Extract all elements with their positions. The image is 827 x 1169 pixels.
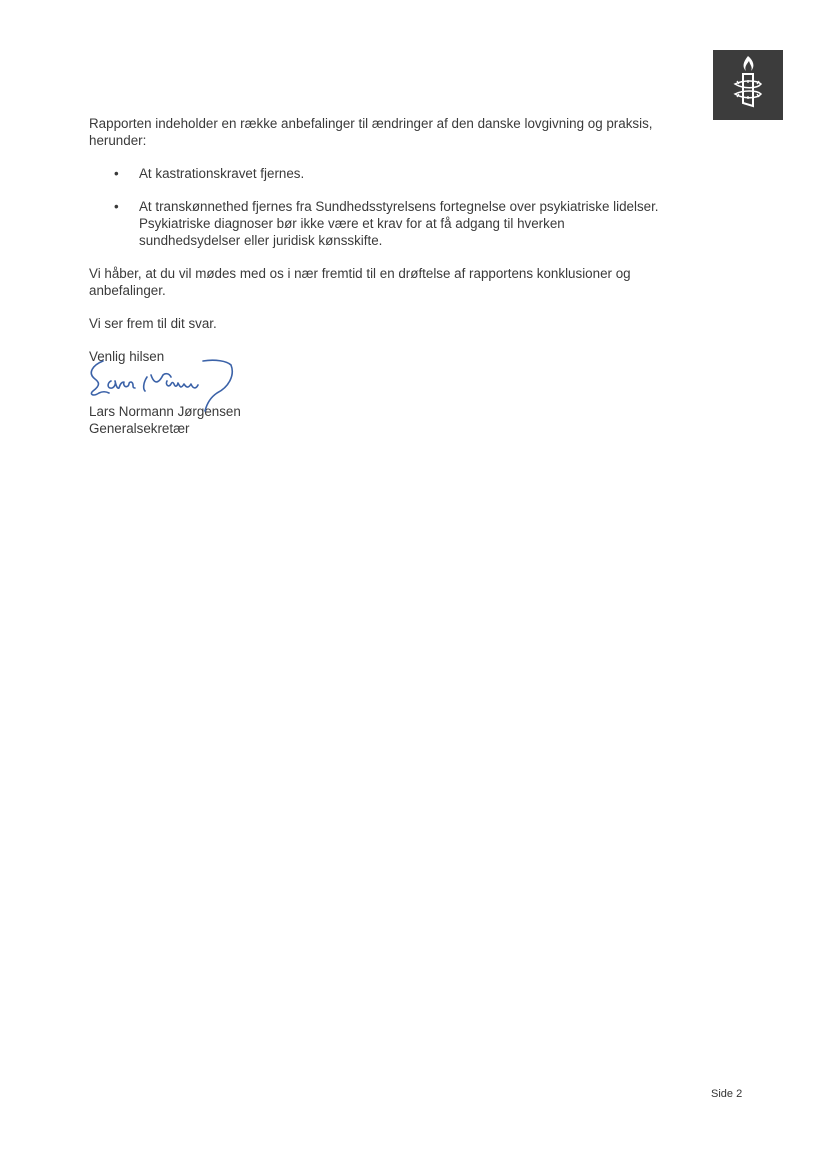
- signer-name: Lars Normann Jørgensen: [89, 404, 241, 419]
- recommendation-text: At transkønnethed fjernes fra Sundhedsstyrelsens fortegnelse over psykiatriske lidelser. Psykiatriske diagnoser bør ikke være et krav for at få adgang til hverken sundhedsydelser eller juridisk kønsskifte.: [139, 199, 659, 248]
- looking-forward-paragraph: Vi ser frem til dit svar.: [89, 316, 217, 331]
- signer-title: Generalsekretær: [89, 421, 190, 436]
- recommendations-list: [89, 165, 659, 249]
- intro-paragraph: Rapporten indeholder en række anbefalinger til ændringer af den danske lovgivning og praksis, herunder:: [89, 116, 653, 148]
- signature: [89, 365, 659, 403]
- closing-salutation: Venlig hilsen: [89, 349, 165, 364]
- candle-barbed-wire-icon: [713, 50, 783, 120]
- amnesty-logo: [713, 50, 783, 120]
- meeting-request-paragraph: Vi håber, at du vil mødes med os i nær fremtid til en drøftelse af rapportens konklusioner og anbefalinger.: [89, 266, 631, 298]
- bullet-icon: •: [114, 199, 119, 214]
- list-item: [89, 165, 659, 182]
- recommendation-text: At kastrationskravet fjernes.: [139, 166, 305, 181]
- list-item: [89, 198, 659, 249]
- handwritten-signature-icon: [85, 351, 245, 431]
- page-number: Side 2: [711, 1088, 743, 1100]
- letter-body: [89, 115, 659, 437]
- bullet-icon: •: [114, 166, 119, 181]
